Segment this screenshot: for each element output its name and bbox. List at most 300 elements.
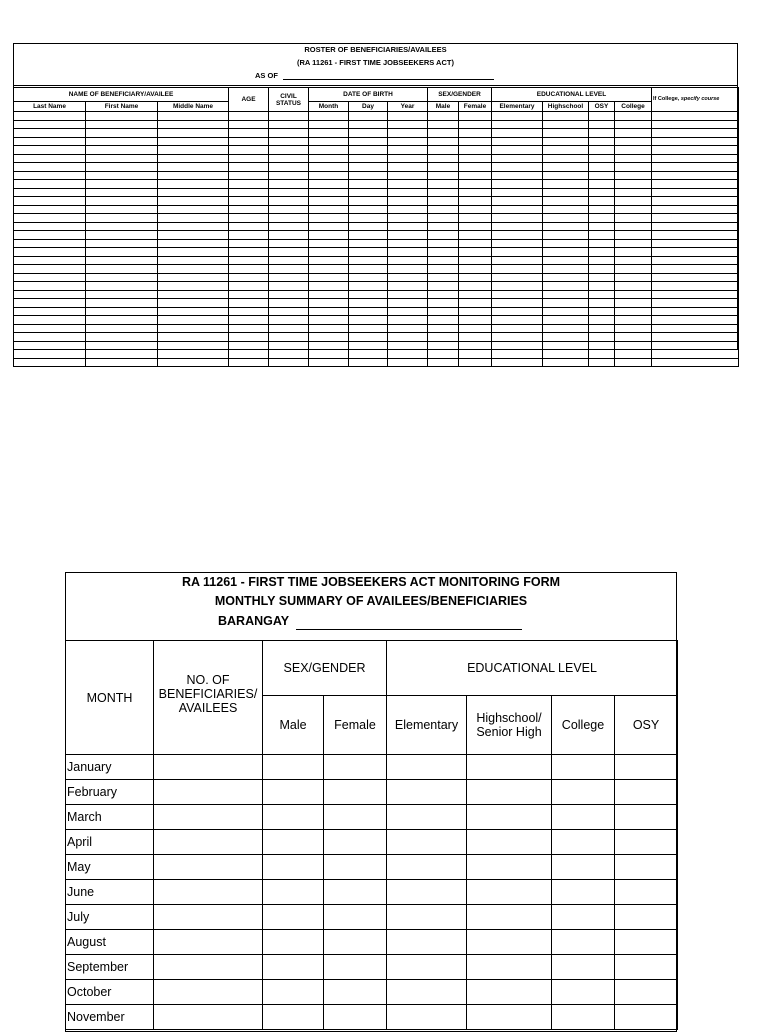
roster-cell[interactable] [309, 120, 349, 129]
roster-cell[interactable] [459, 316, 492, 325]
roster-cell[interactable] [388, 324, 428, 333]
roster-cell[interactable] [349, 188, 388, 197]
roster-cell[interactable] [589, 316, 615, 325]
roster-cell[interactable] [652, 205, 739, 214]
roster-cell[interactable] [492, 214, 543, 223]
roster-cell[interactable] [428, 222, 459, 231]
roster-cell[interactable] [615, 171, 652, 180]
roster-cell[interactable] [86, 265, 158, 274]
roster-cell[interactable] [589, 333, 615, 342]
summary-cell[interactable] [324, 830, 387, 855]
summary-cell[interactable] [615, 755, 678, 780]
roster-cell[interactable] [309, 290, 349, 299]
summary-cell[interactable] [154, 805, 263, 830]
roster-cell[interactable] [158, 265, 229, 274]
roster-cell[interactable] [615, 120, 652, 129]
summary-cell[interactable] [154, 930, 263, 955]
roster-cell[interactable] [615, 299, 652, 308]
roster-cell[interactable] [349, 137, 388, 146]
roster-cell[interactable] [269, 239, 309, 248]
roster-cell[interactable] [589, 239, 615, 248]
roster-cell[interactable] [492, 231, 543, 240]
roster-cell[interactable] [269, 112, 309, 121]
roster-cell[interactable] [158, 112, 229, 121]
roster-cell[interactable] [615, 350, 652, 359]
summary-cell[interactable] [387, 955, 467, 980]
roster-cell[interactable] [459, 307, 492, 316]
summary-cell[interactable] [387, 930, 467, 955]
roster-cell[interactable] [589, 112, 615, 121]
summary-cell[interactable] [552, 805, 615, 830]
roster-cell[interactable] [492, 316, 543, 325]
roster-cell[interactable] [388, 154, 428, 163]
roster-cell[interactable] [14, 222, 86, 231]
roster-cell[interactable] [14, 290, 86, 299]
roster-cell[interactable] [652, 350, 739, 359]
roster-cell[interactable] [615, 248, 652, 257]
roster-cell[interactable] [388, 197, 428, 206]
roster-cell[interactable] [158, 137, 229, 146]
roster-cell[interactable] [14, 163, 86, 172]
roster-cell[interactable] [269, 129, 309, 138]
roster-cell[interactable] [459, 239, 492, 248]
roster-cell[interactable] [589, 214, 615, 223]
roster-cell[interactable] [229, 188, 269, 197]
roster-cell[interactable] [543, 341, 589, 350]
roster-cell[interactable] [14, 197, 86, 206]
summary-cell[interactable] [263, 905, 324, 930]
roster-cell[interactable] [269, 197, 309, 206]
summary-cell[interactable] [552, 880, 615, 905]
roster-cell[interactable] [269, 307, 309, 316]
roster-cell[interactable] [349, 239, 388, 248]
roster-cell[interactable] [349, 163, 388, 172]
roster-cell[interactable] [14, 265, 86, 274]
roster-cell[interactable] [589, 299, 615, 308]
roster-cell[interactable] [615, 265, 652, 274]
roster-cell[interactable] [615, 137, 652, 146]
roster-cell[interactable] [652, 316, 739, 325]
roster-cell[interactable] [309, 316, 349, 325]
roster-cell[interactable] [589, 120, 615, 129]
roster-cell[interactable] [14, 120, 86, 129]
roster-cell[interactable] [158, 163, 229, 172]
roster-cell[interactable] [269, 205, 309, 214]
roster-cell[interactable] [492, 358, 543, 367]
roster-cell[interactable] [269, 358, 309, 367]
roster-cell[interactable] [428, 231, 459, 240]
roster-cell[interactable] [652, 146, 739, 155]
roster-cell[interactable] [309, 222, 349, 231]
roster-cell[interactable] [309, 248, 349, 257]
roster-cell[interactable] [492, 129, 543, 138]
summary-cell[interactable] [552, 930, 615, 955]
roster-cell[interactable] [615, 273, 652, 282]
roster-cell[interactable] [615, 197, 652, 206]
summary-cell[interactable] [154, 830, 263, 855]
roster-cell[interactable] [543, 282, 589, 291]
roster-cell[interactable] [589, 358, 615, 367]
roster-cell[interactable] [428, 180, 459, 189]
summary-cell[interactable] [552, 855, 615, 880]
roster-cell[interactable] [388, 163, 428, 172]
roster-cell[interactable] [86, 333, 158, 342]
roster-cell[interactable] [428, 120, 459, 129]
roster-cell[interactable] [86, 358, 158, 367]
roster-cell[interactable] [309, 146, 349, 155]
roster-cell[interactable] [86, 282, 158, 291]
roster-cell[interactable] [158, 299, 229, 308]
roster-cell[interactable] [459, 324, 492, 333]
summary-cell[interactable] [324, 755, 387, 780]
roster-cell[interactable] [86, 222, 158, 231]
summary-cell[interactable] [263, 980, 324, 1005]
roster-cell[interactable] [492, 154, 543, 163]
roster-cell[interactable] [492, 299, 543, 308]
summary-cell[interactable] [154, 955, 263, 980]
roster-cell[interactable] [229, 333, 269, 342]
roster-cell[interactable] [428, 239, 459, 248]
roster-cell[interactable] [388, 188, 428, 197]
roster-cell[interactable] [309, 256, 349, 265]
roster-cell[interactable] [459, 180, 492, 189]
roster-cell[interactable] [309, 180, 349, 189]
roster-cell[interactable] [652, 188, 739, 197]
roster-cell[interactable] [269, 248, 309, 257]
roster-cell[interactable] [86, 324, 158, 333]
roster-cell[interactable] [349, 316, 388, 325]
roster-cell[interactable] [589, 222, 615, 231]
roster-cell[interactable] [309, 324, 349, 333]
summary-cell[interactable] [154, 880, 263, 905]
roster-cell[interactable] [615, 256, 652, 265]
roster-cell[interactable] [615, 154, 652, 163]
summary-cell[interactable] [467, 855, 552, 880]
roster-cell[interactable] [14, 350, 86, 359]
summary-cell[interactable] [263, 955, 324, 980]
roster-cell[interactable] [229, 307, 269, 316]
roster-cell[interactable] [309, 273, 349, 282]
roster-cell[interactable] [388, 248, 428, 257]
roster-cell[interactable] [615, 214, 652, 223]
roster-cell[interactable] [349, 180, 388, 189]
roster-cell[interactable] [388, 282, 428, 291]
roster-cell[interactable] [388, 129, 428, 138]
roster-cell[interactable] [589, 256, 615, 265]
roster-cell[interactable] [14, 324, 86, 333]
roster-cell[interactable] [589, 324, 615, 333]
roster-cell[interactable] [229, 341, 269, 350]
roster-cell[interactable] [492, 171, 543, 180]
roster-cell[interactable] [309, 299, 349, 308]
summary-cell[interactable] [154, 780, 263, 805]
roster-cell[interactable] [158, 290, 229, 299]
roster-cell[interactable] [615, 231, 652, 240]
roster-cell[interactable] [269, 341, 309, 350]
roster-cell[interactable] [428, 333, 459, 342]
roster-cell[interactable] [652, 248, 739, 257]
summary-cell[interactable] [552, 905, 615, 930]
roster-cell[interactable] [652, 214, 739, 223]
roster-cell[interactable] [158, 248, 229, 257]
roster-cell[interactable] [652, 163, 739, 172]
roster-cell[interactable] [309, 112, 349, 121]
summary-cell[interactable] [387, 755, 467, 780]
roster-cell[interactable] [158, 214, 229, 223]
roster-cell[interactable] [459, 222, 492, 231]
roster-cell[interactable] [14, 205, 86, 214]
roster-cell[interactable] [349, 197, 388, 206]
summary-cell[interactable] [324, 780, 387, 805]
roster-cell[interactable] [652, 137, 739, 146]
roster-cell[interactable] [543, 120, 589, 129]
roster-cell[interactable] [158, 188, 229, 197]
roster-cell[interactable] [428, 146, 459, 155]
roster-cell[interactable] [428, 273, 459, 282]
roster-cell[interactable] [543, 248, 589, 257]
roster-cell[interactable] [652, 239, 739, 248]
roster-cell[interactable] [589, 282, 615, 291]
roster-cell[interactable] [229, 214, 269, 223]
roster-cell[interactable] [615, 282, 652, 291]
roster-cell[interactable] [543, 154, 589, 163]
roster-cell[interactable] [269, 154, 309, 163]
roster-cell[interactable] [349, 273, 388, 282]
roster-cell[interactable] [388, 256, 428, 265]
roster-cell[interactable] [158, 120, 229, 129]
roster-cell[interactable] [615, 324, 652, 333]
roster-cell[interactable] [615, 341, 652, 350]
roster-cell[interactable] [615, 333, 652, 342]
summary-cell[interactable] [467, 1005, 552, 1030]
roster-cell[interactable] [229, 222, 269, 231]
roster-cell[interactable] [349, 350, 388, 359]
roster-cell[interactable] [589, 129, 615, 138]
summary-cell[interactable] [387, 805, 467, 830]
summary-cell[interactable] [552, 955, 615, 980]
roster-cell[interactable] [349, 248, 388, 257]
roster-cell[interactable] [652, 324, 739, 333]
roster-cell[interactable] [589, 137, 615, 146]
roster-cell[interactable] [543, 205, 589, 214]
roster-cell[interactable] [14, 188, 86, 197]
roster-cell[interactable] [158, 197, 229, 206]
roster-cell[interactable] [269, 333, 309, 342]
summary-cell[interactable] [263, 1005, 324, 1030]
roster-cell[interactable] [388, 273, 428, 282]
roster-cell[interactable] [86, 316, 158, 325]
summary-cell[interactable] [387, 830, 467, 855]
roster-cell[interactable] [269, 137, 309, 146]
roster-cell[interactable] [652, 273, 739, 282]
roster-cell[interactable] [428, 290, 459, 299]
roster-cell[interactable] [229, 146, 269, 155]
roster-cell[interactable] [492, 307, 543, 316]
roster-cell[interactable] [492, 248, 543, 257]
summary-cell[interactable] [387, 905, 467, 930]
roster-cell[interactable] [309, 129, 349, 138]
roster-cell[interactable] [309, 171, 349, 180]
roster-cell[interactable] [309, 307, 349, 316]
roster-cell[interactable] [14, 256, 86, 265]
summary-cell[interactable] [615, 980, 678, 1005]
roster-cell[interactable] [309, 154, 349, 163]
roster-cell[interactable] [229, 231, 269, 240]
roster-cell[interactable] [589, 231, 615, 240]
roster-cell[interactable] [269, 299, 309, 308]
roster-cell[interactable] [388, 231, 428, 240]
roster-cell[interactable] [269, 180, 309, 189]
roster-cell[interactable] [492, 324, 543, 333]
summary-cell[interactable] [467, 805, 552, 830]
roster-cell[interactable] [388, 341, 428, 350]
roster-cell[interactable] [229, 282, 269, 291]
roster-cell[interactable] [158, 180, 229, 189]
roster-cell[interactable] [652, 299, 739, 308]
roster-cell[interactable] [158, 307, 229, 316]
roster-cell[interactable] [158, 282, 229, 291]
roster-cell[interactable] [652, 222, 739, 231]
roster-cell[interactable] [589, 154, 615, 163]
roster-cell[interactable] [229, 290, 269, 299]
roster-cell[interactable] [543, 188, 589, 197]
roster-cell[interactable] [14, 273, 86, 282]
roster-cell[interactable] [309, 265, 349, 274]
roster-cell[interactable] [652, 307, 739, 316]
summary-cell[interactable] [615, 780, 678, 805]
roster-cell[interactable] [543, 231, 589, 240]
roster-cell[interactable] [543, 137, 589, 146]
roster-cell[interactable] [14, 299, 86, 308]
roster-cell[interactable] [652, 180, 739, 189]
roster-cell[interactable] [492, 163, 543, 172]
roster-cell[interactable] [229, 265, 269, 274]
roster-cell[interactable] [86, 129, 158, 138]
as-of-field[interactable] [283, 79, 494, 80]
roster-cell[interactable] [589, 307, 615, 316]
roster-cell[interactable] [158, 231, 229, 240]
summary-cell[interactable] [324, 955, 387, 980]
roster-cell[interactable] [14, 137, 86, 146]
roster-cell[interactable] [309, 163, 349, 172]
roster-cell[interactable] [543, 256, 589, 265]
roster-cell[interactable] [229, 197, 269, 206]
summary-cell[interactable] [552, 755, 615, 780]
roster-cell[interactable] [652, 358, 739, 367]
roster-cell[interactable] [349, 256, 388, 265]
roster-cell[interactable] [349, 120, 388, 129]
roster-cell[interactable] [269, 163, 309, 172]
summary-cell[interactable] [263, 830, 324, 855]
roster-cell[interactable] [459, 129, 492, 138]
summary-cell[interactable] [263, 755, 324, 780]
roster-cell[interactable] [589, 290, 615, 299]
roster-cell[interactable] [86, 248, 158, 257]
summary-cell[interactable] [467, 755, 552, 780]
roster-cell[interactable] [269, 214, 309, 223]
roster-cell[interactable] [158, 146, 229, 155]
roster-cell[interactable] [615, 205, 652, 214]
roster-cell[interactable] [589, 180, 615, 189]
roster-cell[interactable] [388, 222, 428, 231]
roster-cell[interactable] [158, 129, 229, 138]
roster-cell[interactable] [86, 273, 158, 282]
roster-cell[interactable] [158, 205, 229, 214]
roster-cell[interactable] [652, 333, 739, 342]
roster-cell[interactable] [543, 324, 589, 333]
roster-cell[interactable] [428, 163, 459, 172]
roster-cell[interactable] [309, 239, 349, 248]
roster-cell[interactable] [388, 350, 428, 359]
roster-cell[interactable] [158, 239, 229, 248]
roster-cell[interactable] [229, 316, 269, 325]
summary-cell[interactable] [615, 930, 678, 955]
roster-cell[interactable] [229, 239, 269, 248]
roster-cell[interactable] [158, 341, 229, 350]
roster-cell[interactable] [543, 222, 589, 231]
roster-cell[interactable] [459, 299, 492, 308]
roster-cell[interactable] [459, 333, 492, 342]
roster-cell[interactable] [229, 129, 269, 138]
roster-cell[interactable] [86, 137, 158, 146]
roster-cell[interactable] [459, 188, 492, 197]
roster-cell[interactable] [492, 265, 543, 274]
roster-cell[interactable] [615, 239, 652, 248]
summary-cell[interactable] [324, 805, 387, 830]
roster-cell[interactable] [158, 154, 229, 163]
roster-cell[interactable] [615, 129, 652, 138]
roster-cell[interactable] [652, 256, 739, 265]
roster-cell[interactable] [543, 171, 589, 180]
roster-cell[interactable] [349, 129, 388, 138]
roster-cell[interactable] [229, 299, 269, 308]
roster-cell[interactable] [492, 239, 543, 248]
roster-cell[interactable] [229, 154, 269, 163]
roster-cell[interactable] [158, 324, 229, 333]
roster-cell[interactable] [652, 129, 739, 138]
roster-cell[interactable] [428, 341, 459, 350]
summary-cell[interactable] [615, 880, 678, 905]
roster-cell[interactable] [309, 214, 349, 223]
roster-cell[interactable] [349, 282, 388, 291]
roster-cell[interactable] [309, 333, 349, 342]
roster-cell[interactable] [14, 154, 86, 163]
roster-cell[interactable] [428, 324, 459, 333]
roster-cell[interactable] [428, 188, 459, 197]
roster-cell[interactable] [349, 341, 388, 350]
roster-cell[interactable] [428, 299, 459, 308]
roster-cell[interactable] [492, 188, 543, 197]
summary-cell[interactable] [467, 955, 552, 980]
summary-cell[interactable] [387, 780, 467, 805]
roster-cell[interactable] [428, 129, 459, 138]
roster-cell[interactable] [86, 112, 158, 121]
roster-cell[interactable] [86, 146, 158, 155]
roster-cell[interactable] [14, 307, 86, 316]
roster-cell[interactable] [86, 239, 158, 248]
roster-cell[interactable] [229, 248, 269, 257]
roster-cell[interactable] [492, 205, 543, 214]
roster-cell[interactable] [349, 333, 388, 342]
roster-cell[interactable] [349, 214, 388, 223]
roster-cell[interactable] [459, 163, 492, 172]
roster-cell[interactable] [14, 358, 86, 367]
roster-cell[interactable] [615, 358, 652, 367]
roster-cell[interactable] [269, 290, 309, 299]
roster-cell[interactable] [229, 358, 269, 367]
roster-cell[interactable] [349, 358, 388, 367]
roster-cell[interactable] [229, 120, 269, 129]
